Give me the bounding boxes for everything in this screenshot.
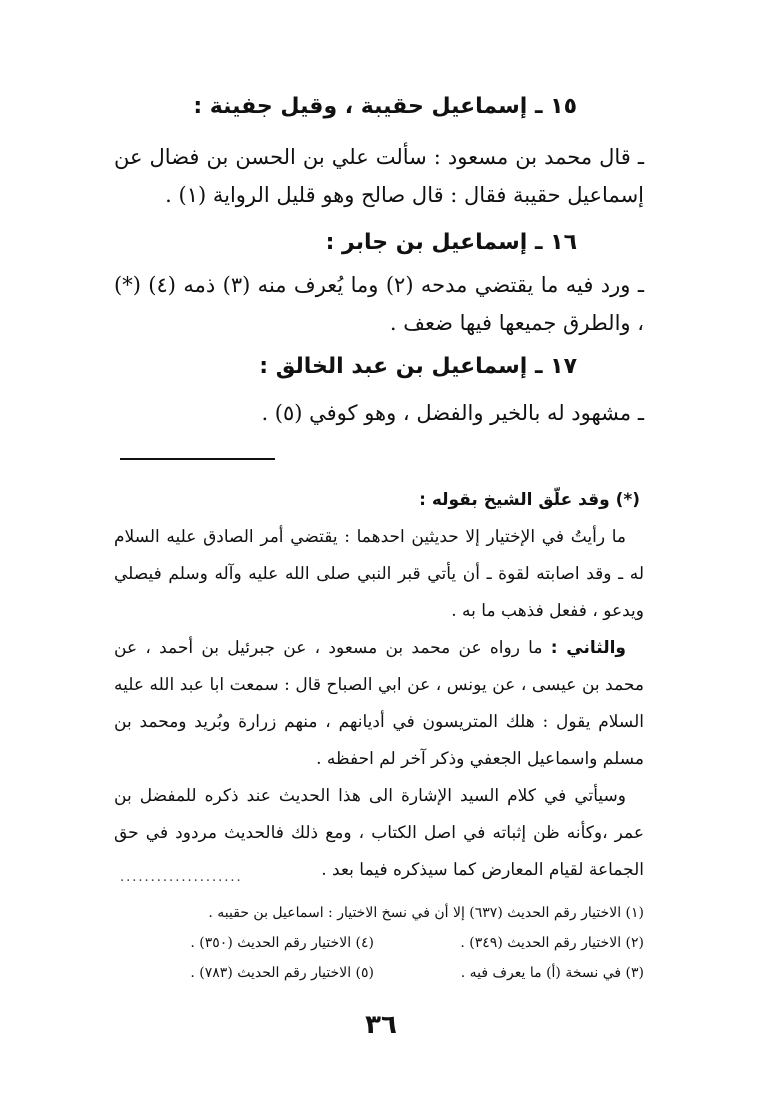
- footnote-4: (٤) الاختيار رقم الحديث (٣٥٠) .: [190, 935, 374, 951]
- entry-17-heading: ١٧ ـ إسماعيل بن عبد الخالق :: [259, 354, 577, 379]
- footnotes: [104, 898, 644, 988]
- entry-15-heading: ١٥ ـ إسماعيل حقيبة ، وقيل جفينة :: [193, 94, 577, 119]
- note-paragraph-3: وسيأتي في كلام السيد الإشارة الى هذا الحديث عند ذكره للمفضل بن عمر ،وكأنه ظن إثباته في اصل الكتاب ، ومع ذلك فالحديث مردود في حق الجماعة لقيام المعارض كما سيذكره فيما بعد .: [114, 786, 644, 880]
- note-title: (*) وقد علّق الشيخ بقوله :: [419, 490, 640, 510]
- entry-17-text: ـ مشهود له بالخير والفضل ، وهو كوفي (٥) .: [261, 401, 644, 425]
- entry-15-text: ـ قال محمد بن مسعود : سألت علي بن الحسن بن فضال عن إسماعيل حقيبة فقال : قال صالح وهو قليل الرواية (١) .: [114, 145, 644, 207]
- entry-16-heading: ١٦ ـ إسماعيل بن جابر :: [325, 230, 577, 255]
- note-paragraph-1: ما رأيتُ في الإختيار إلا حديثين احدهما : يقتضي أمر الصادق عليه السلام له ـ وقد اصابته لقوة ـ أن يأتي قبر النبي صلى الله عليه وآله وسلم فيصلي ويدعو ، ففعل فذهب ما به .: [114, 527, 644, 621]
- footnote-1: (١) الاختيار رقم الحديث (٦٣٧) إلا أن في نسخ الاختيار : اسماعيل بن حقيبه .: [208, 905, 644, 921]
- entry-16-text: ـ ورد فيه ما يقتضي مدحه (٢) وما يُعرف منه (٣) ذمه (٤) (*) ، والطرق جميعها فيها ضعف .: [114, 273, 644, 335]
- footnote-5: (٥) الاختيار رقم الحديث (٧٨٣) .: [190, 965, 374, 981]
- footnote-separator: ....................: [120, 870, 243, 885]
- footnote-row-2: [104, 928, 644, 958]
- page-number: ٣٦: [365, 1010, 397, 1040]
- footnote-2: (٢) الاختيار رقم الحديث (٣٤٩) .: [460, 935, 644, 951]
- note-paragraph-2-text: ما رواه عن محمد بن مسعود ، عن جبرئيل بن أحمد ، عن محمد بن عيسى ، عن يونس ، عن ابي الصباح قال : سمعت ابا عبد الله عليه السلام يقول : هلك المتريسون في أديانهم ، منهم زرارة وبُريد ومحمد بن مسلم واسماعيل الجعفي وذكر آخر لم احفظه .: [114, 638, 644, 769]
- footnote-row-3: [104, 958, 644, 988]
- footnote-3: (٣) في نسخة (أ) ما يعرف فيه .: [460, 965, 644, 981]
- separator-line: [120, 458, 275, 460]
- note-paragraph-2-label: والثاني :: [550, 638, 626, 658]
- note-paragraph-2: [114, 630, 644, 778]
- commentary-note: [114, 482, 644, 889]
